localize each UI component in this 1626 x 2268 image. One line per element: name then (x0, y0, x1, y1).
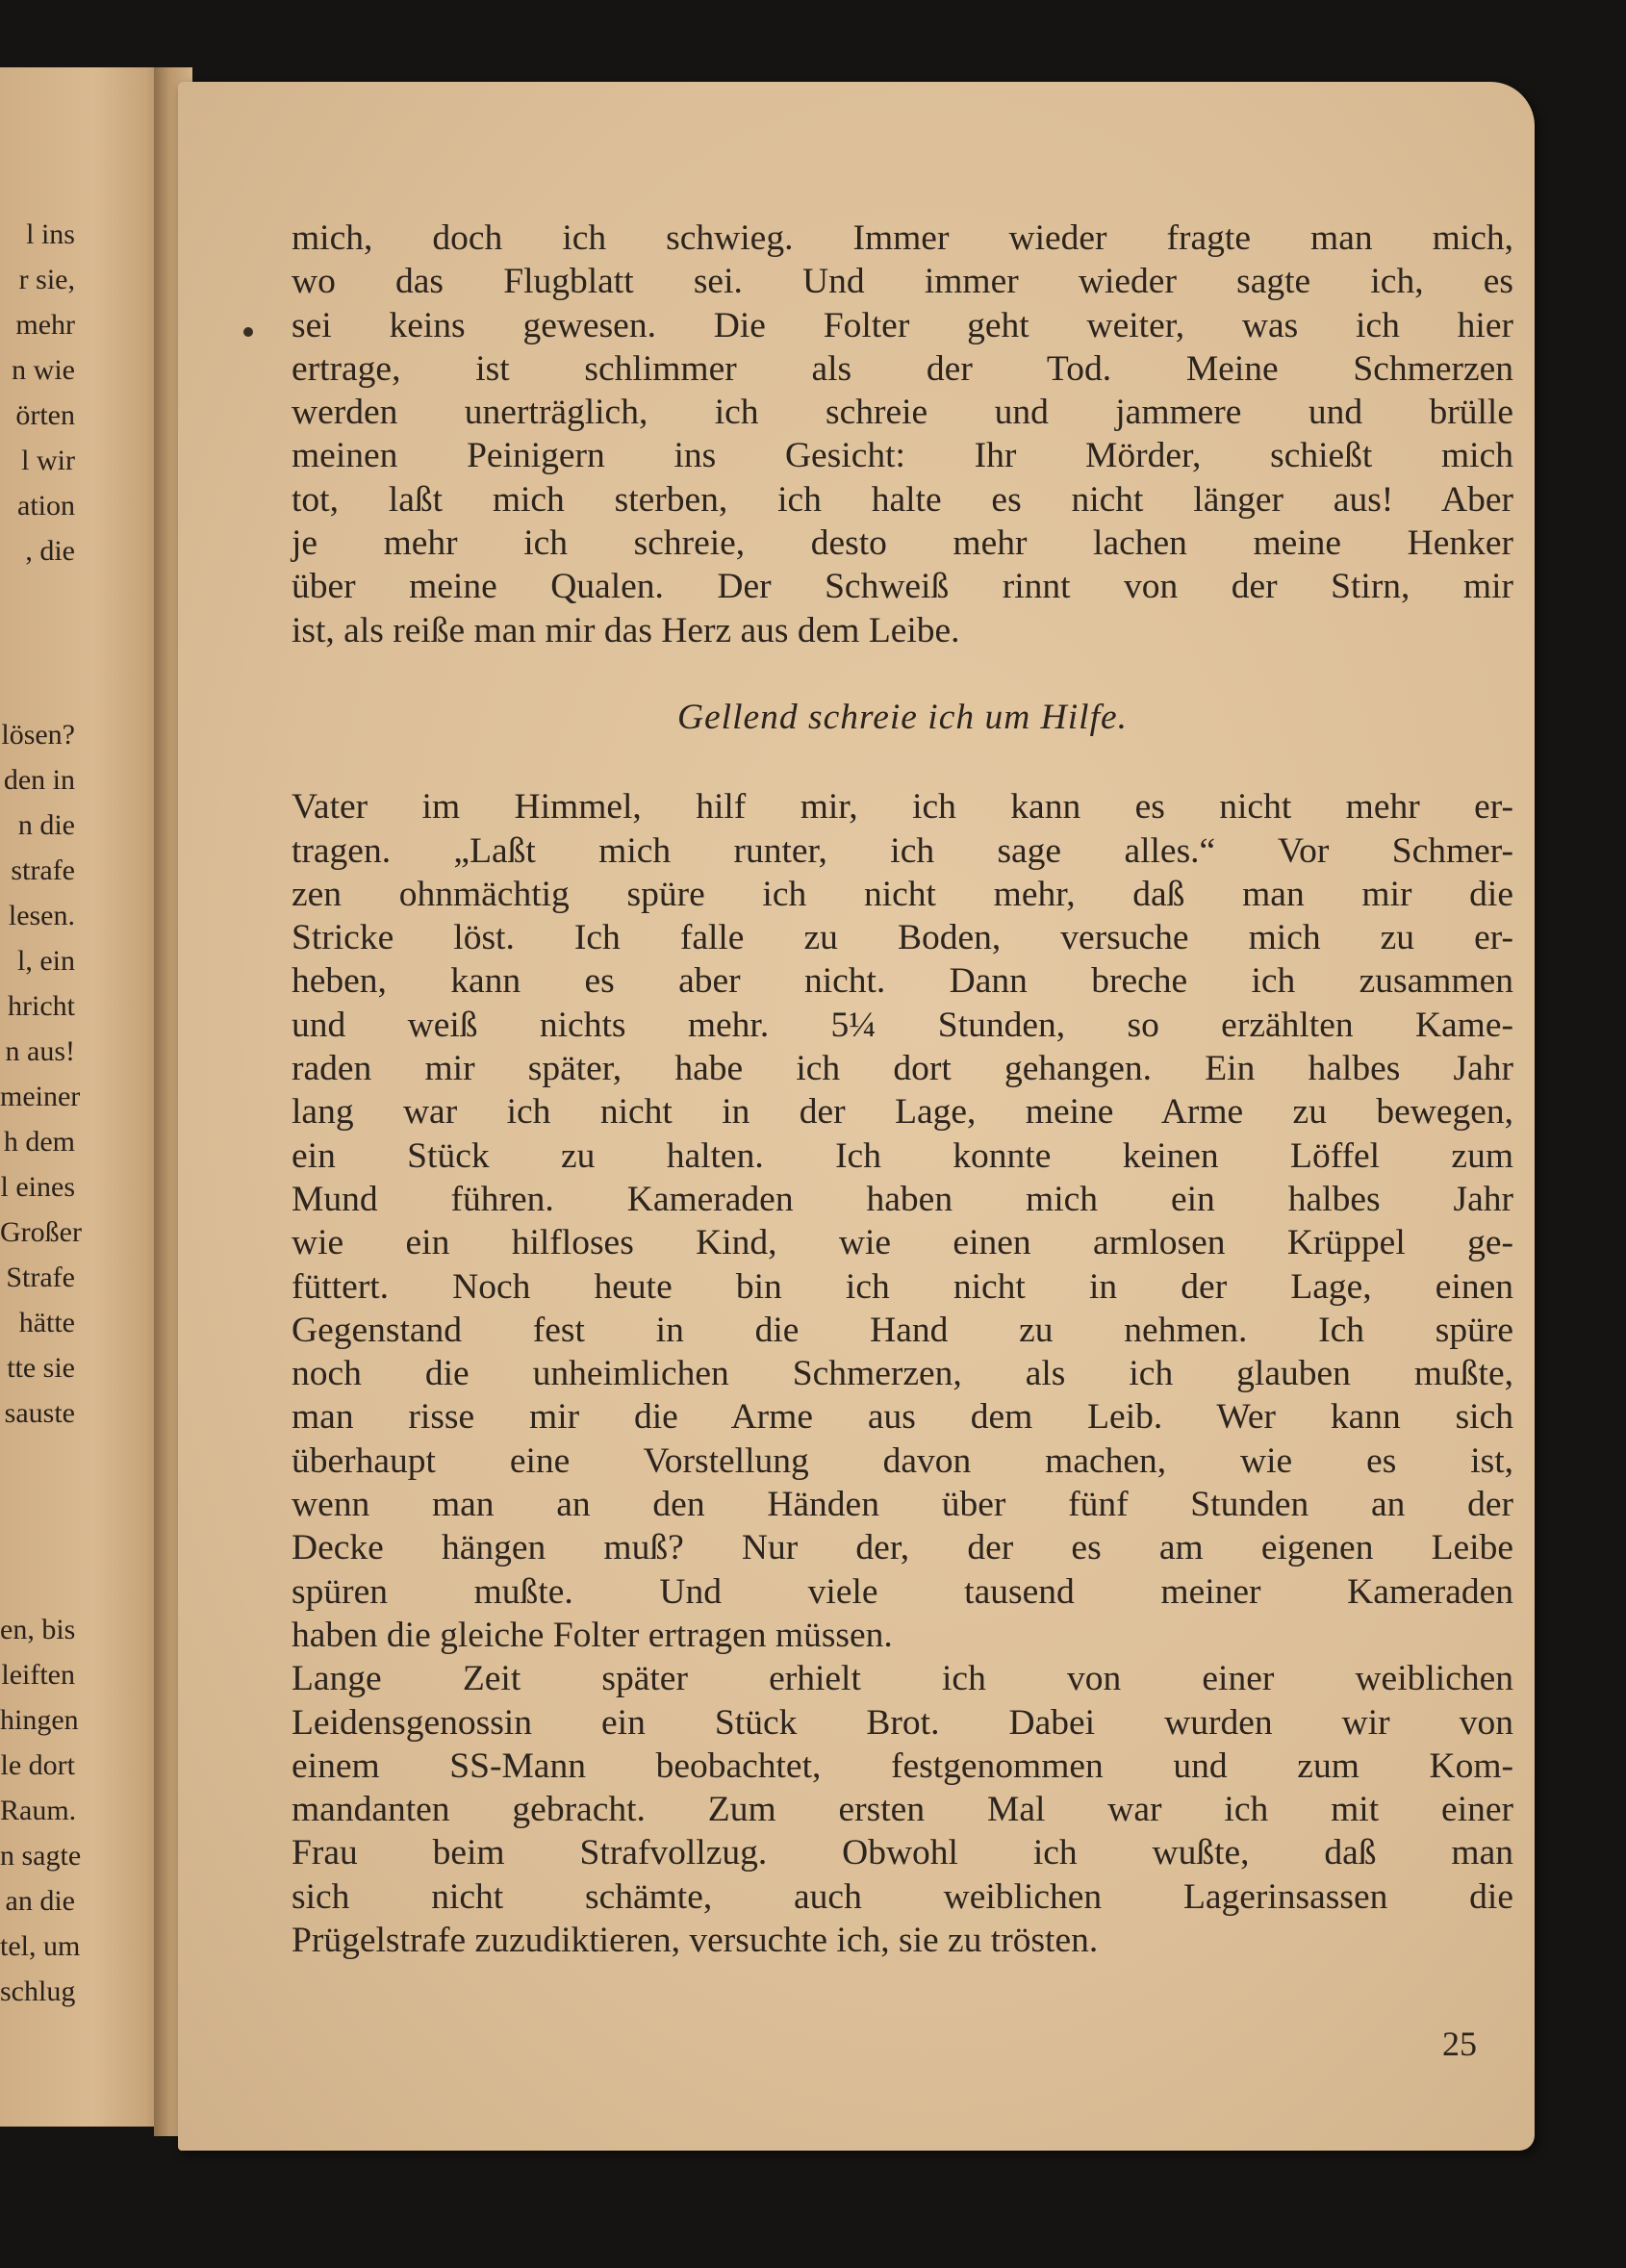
left-fragment: lesen. (8, 900, 75, 931)
text-line: sich nicht schämte, auch weiblichen Lagerinsassen die (292, 1876, 1513, 1917)
page-number: 25 (1442, 2025, 1477, 2063)
left-fragment: leiften (1, 1659, 75, 1691)
left-fragment: lösen? (1, 719, 75, 751)
text-line: wie ein hilfloses Kind, wie einen armlosen Krüppel ge- (292, 1223, 1513, 1263)
left-fragment: strafe (11, 854, 75, 886)
left-fragment: hätte (18, 1307, 75, 1338)
right-page (178, 82, 1535, 2151)
left-fragment: den in (3, 764, 75, 796)
text-line: Stricke löst. Ich falle zu Boden, versuche mich zu er- (292, 918, 1513, 958)
text-line: tot, laßt mich sterben, ich halte es nicht länger aus! Aber (292, 479, 1513, 520)
text-line: lang war ich nicht in der Lage, meine Arme zu bewegen, (292, 1092, 1513, 1133)
left-fragment: n sagte (0, 1840, 82, 1872)
text-line: spüren mußte. Und viele tausend meiner Kameraden (292, 1571, 1513, 1612)
text-line: mandanten gebracht. Zum ersten Mal war ich mit einer (292, 1790, 1513, 1830)
text-line: meinen Peinigern ins Gesicht: Ihr Mörder, schießt mich (292, 436, 1513, 476)
text-line: wo das Flugblatt sei. Und immer wieder sagte ich, es (292, 262, 1513, 302)
left-fragment: hingen (0, 1704, 79, 1736)
text-line: über meine Qualen. Der Schweiß rinnt von der Stirn, mir (292, 567, 1513, 607)
left-fragment: Großer (0, 1216, 82, 1248)
paragraph-1 (292, 217, 1513, 652)
text-line: Vater im Himmel, hilf mir, ich kann es nicht mehr er- (292, 787, 1513, 828)
left-page (0, 67, 171, 2127)
text-line: Prügelstrafe zuzudiktieren, versuchte ich, sie zu trösten. (292, 1920, 1099, 1960)
text-line: Gegenstand fest in die Hand zu nehmen. Ich spüre (292, 1310, 1513, 1350)
text-line: sei keins gewesen. Die Folter geht weiter, was ich hier (292, 305, 1513, 345)
left-fragment: Raum. (0, 1795, 77, 1826)
text-line: noch die unheimlichen Schmerzen, als ich glauben mußte, (292, 1354, 1513, 1394)
text-line: überhaupt eine Vorstellung davon machen, wie es ist, (292, 1440, 1513, 1481)
text-line: Leidensgenossin ein Stück Brot. Dabei wurden wir von (292, 1702, 1513, 1743)
text-line: raden mir später, habe ich dort gehangen. Ein halbes Jahr (292, 1049, 1513, 1089)
left-fragment: le dort (0, 1749, 75, 1781)
left-fragment: Strafe (6, 1261, 75, 1293)
text-line: wenn man an den Händen über fünf Stunden an der (292, 1485, 1513, 1525)
text-line: und weiß nichts mehr. 5¼ Stunden, so erzählten Kame- (292, 1005, 1513, 1045)
left-fragment: schlug (0, 1975, 76, 2007)
left-fragment: h dem (3, 1126, 75, 1158)
left-fragment: n wie (12, 354, 75, 386)
text-line: ein Stück zu halten. Ich konnte keinen Löffel zum (292, 1135, 1513, 1176)
text-line: ist, als reiße man mir das Herz aus dem Leibe. (292, 610, 960, 650)
left-fragment: l ins (26, 218, 75, 250)
margin-mark (243, 327, 253, 337)
left-fragment: tel, um (0, 1930, 81, 1962)
text-line: je mehr ich schreie, desto mehr lachen meine Henker (292, 523, 1513, 564)
text-line: füttert. Noch heute bin ich nicht in der Lage, einen (292, 1266, 1513, 1307)
section-heading: Gellend schreie ich um Hilfe. (676, 697, 1129, 737)
left-fragment: hricht (8, 990, 75, 1022)
left-fragments-middle (0, 712, 171, 1436)
left-fragment: n aus! (5, 1035, 75, 1067)
left-fragments-top (0, 212, 171, 573)
left-fragments-bottom (0, 1607, 171, 2014)
left-fragment: an die (5, 1885, 75, 1917)
text-line: tragen. „Laßt mich runter, ich sage alles.“ Vor Schmer- (292, 830, 1513, 871)
left-fragment: sauste (4, 1397, 75, 1429)
text-line: ertrage, ist schlimmer als der Tod. Meine Schmerzen (292, 348, 1513, 389)
text-line: Mund führen. Kameraden haben mich ein halbes Jahr (292, 1179, 1513, 1219)
left-fragment: n die (17, 809, 75, 841)
left-fragment: en, bis (0, 1614, 76, 1645)
left-fragment: l wir (21, 445, 75, 476)
text-line: heben, kann es aber nicht. Dann breche ich zusammen (292, 961, 1513, 1002)
page-body (292, 217, 1513, 1962)
left-fragment: l, ein (17, 945, 75, 977)
text-line: Lange Zeit später erhielt ich von einer weiblichen (292, 1659, 1513, 1699)
left-fragment: örten (15, 399, 75, 431)
text-line: Decke hängen muß? Nur der, der es am eigenen Leibe (292, 1528, 1513, 1568)
left-fragment: ation (17, 490, 75, 522)
text-line: haben die gleiche Folter ertragen müssen. (292, 1615, 893, 1655)
left-fragment: , die (25, 535, 75, 567)
left-fragment: r sie, (18, 264, 75, 295)
left-fragment: tte sie (7, 1352, 75, 1384)
paragraph-3 (292, 1657, 1513, 1962)
text-line: zen ohnmächtig spüre ich nicht mehr, daß man mir die (292, 874, 1513, 914)
text-line: man risse mir die Arme aus dem Leib. Wer kann sich (292, 1397, 1513, 1438)
paragraph-2 (292, 785, 1513, 1657)
left-fragment: l eines (0, 1171, 75, 1203)
left-fragment: mehr (15, 309, 75, 341)
left-fragment: meiner (0, 1081, 81, 1112)
text-line: werden unerträglich, ich schreie und jammere und brülle (292, 393, 1513, 433)
text-line: mich, doch ich schwieg. Immer wieder fragte man mich, (292, 218, 1513, 258)
text-line: einem SS-Mann beobachtet, festgenommen und zum Kom- (292, 1746, 1513, 1786)
text-line: Frau beim Strafvollzug. Obwohl ich wußte, daß man (292, 1833, 1513, 1873)
